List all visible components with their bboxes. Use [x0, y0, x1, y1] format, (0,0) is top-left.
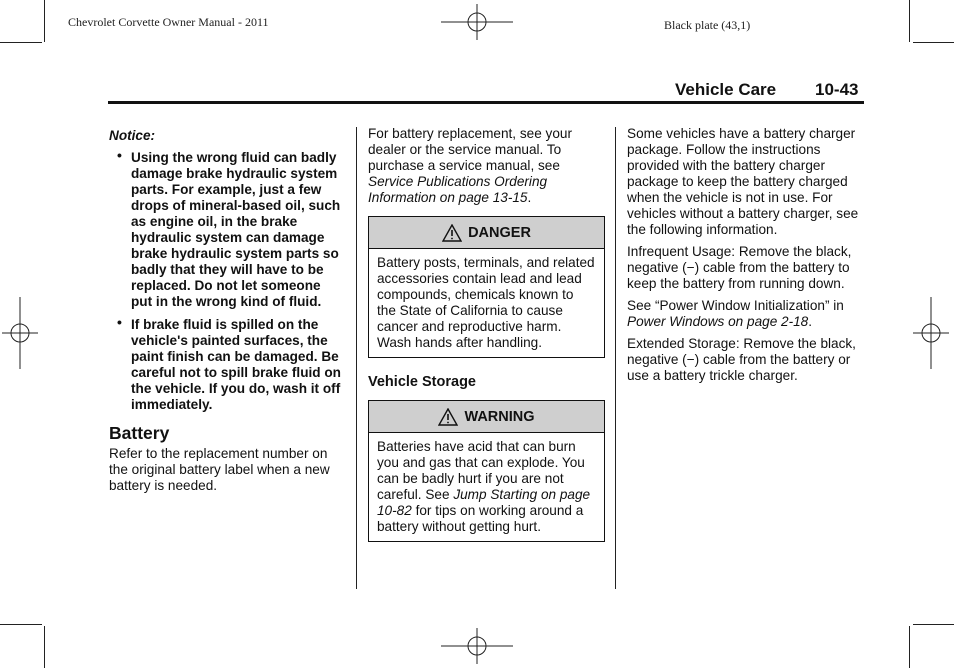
replacement-text: For battery replacement, see your dealer or the service manual. To purchase a service manual, see [368, 126, 572, 173]
infrequent-usage-paragraph: Infrequent Usage: Remove the black, negative (−) cable from the battery to keep the battery from running down. [627, 244, 852, 291]
list-item [117, 314, 345, 413]
crop-mark [0, 42, 42, 43]
vehicle-storage-heading: Vehicle Storage [368, 374, 476, 390]
danger-text: Battery posts, terminals, and related accessories contain lead and lead compounds, chemicals known to the State of California to cause cancer and reproductive harm. Wash hands after handling. [377, 255, 595, 350]
crop-mark [0, 624, 42, 625]
section-title: Vehicle Care [675, 80, 777, 99]
crop-mark [913, 42, 954, 43]
crop-mark [909, 626, 910, 668]
crop-mark [913, 624, 954, 625]
column-2 [368, 126, 605, 542]
column-divider [356, 127, 357, 589]
jump-starting-link[interactable]: Jump Starting on page 10-82 [377, 487, 591, 518]
column-divider [615, 127, 616, 589]
power-window-text: See “Power Window Initialization” in [627, 298, 844, 313]
battery-text: Refer to the replacement number on the original battery label when a new battery is needed. [109, 446, 330, 493]
registration-mark-bottom [441, 628, 513, 664]
danger-box [368, 216, 605, 358]
header-rule [108, 101, 864, 104]
page-number: 10-43 [815, 80, 859, 99]
extended-storage-paragraph: Extended Storage: Remove the black, negative (−) cable from the battery or use a battery trickle charger. [627, 336, 856, 383]
warning-box [368, 400, 605, 542]
service-publications-link[interactable]: Service Publications Ordering Information on page 13-15 [368, 174, 548, 205]
period: . [527, 190, 532, 205]
alert-triangle-icon [442, 224, 462, 242]
notice-list [117, 147, 345, 413]
charger-paragraph: Some vehicles have a battery charger package. Follow the instructions provided with the battery charger package to keep the battery charged when the vehicle is not in use. For vehicles without a battery charger, see the following information. [627, 126, 859, 237]
column-3 [627, 126, 863, 390]
warning-text-end: for tips on working around a battery without getting hurt. [377, 503, 584, 534]
warning-text [369, 433, 604, 541]
warning-header [369, 401, 604, 433]
column-1 [109, 126, 345, 500]
crop-mark [44, 0, 45, 42]
danger-label: DANGER [468, 224, 531, 241]
bullet-icon: • [117, 147, 122, 163]
period: . [808, 314, 813, 329]
plate-label: Black plate (43,1) [664, 18, 751, 32]
registration-mark-left [2, 297, 38, 369]
warning-label: WARNING [464, 408, 535, 425]
notice-bullet-text: Using the wrong fluid can badly damage brake hydraulic system parts. For example, just a few drops of mineral-based oil, such as engine oil, in the brake hydraulic system can damage brake hydraulic system parts so badly that they will have to be replaced. Do not let someone put in the wrong kind of fluid. [131, 150, 341, 309]
manual-title: Chevrolet Corvette Owner Manual - 2011 [68, 15, 269, 29]
bullet-icon: • [117, 314, 122, 330]
registration-mark-top [441, 4, 513, 40]
crop-mark [44, 626, 45, 668]
warning-text-start: Batteries have acid that can burn you and gas that can explode. You can be badly hurt if you are not careful. See [377, 439, 585, 502]
list-item [117, 147, 345, 310]
crop-mark [909, 0, 910, 42]
power-windows-link[interactable]: Power Windows on page 2-18 [627, 314, 809, 329]
notice-label: Notice: [109, 128, 156, 143]
replacement-paragraph [368, 126, 605, 206]
danger-header [369, 217, 604, 249]
alert-triangle-icon [438, 408, 458, 426]
registration-mark-right [913, 297, 949, 369]
notice-bullet-text: If brake fluid is spilled on the vehicle's painted surfaces, the paint finish can be damaged. Be careful not to spill brake fluid on the vehicle. If you do, wash it off immediately. [131, 317, 341, 412]
power-window-paragraph [627, 298, 863, 330]
battery-heading: Battery [109, 423, 170, 443]
